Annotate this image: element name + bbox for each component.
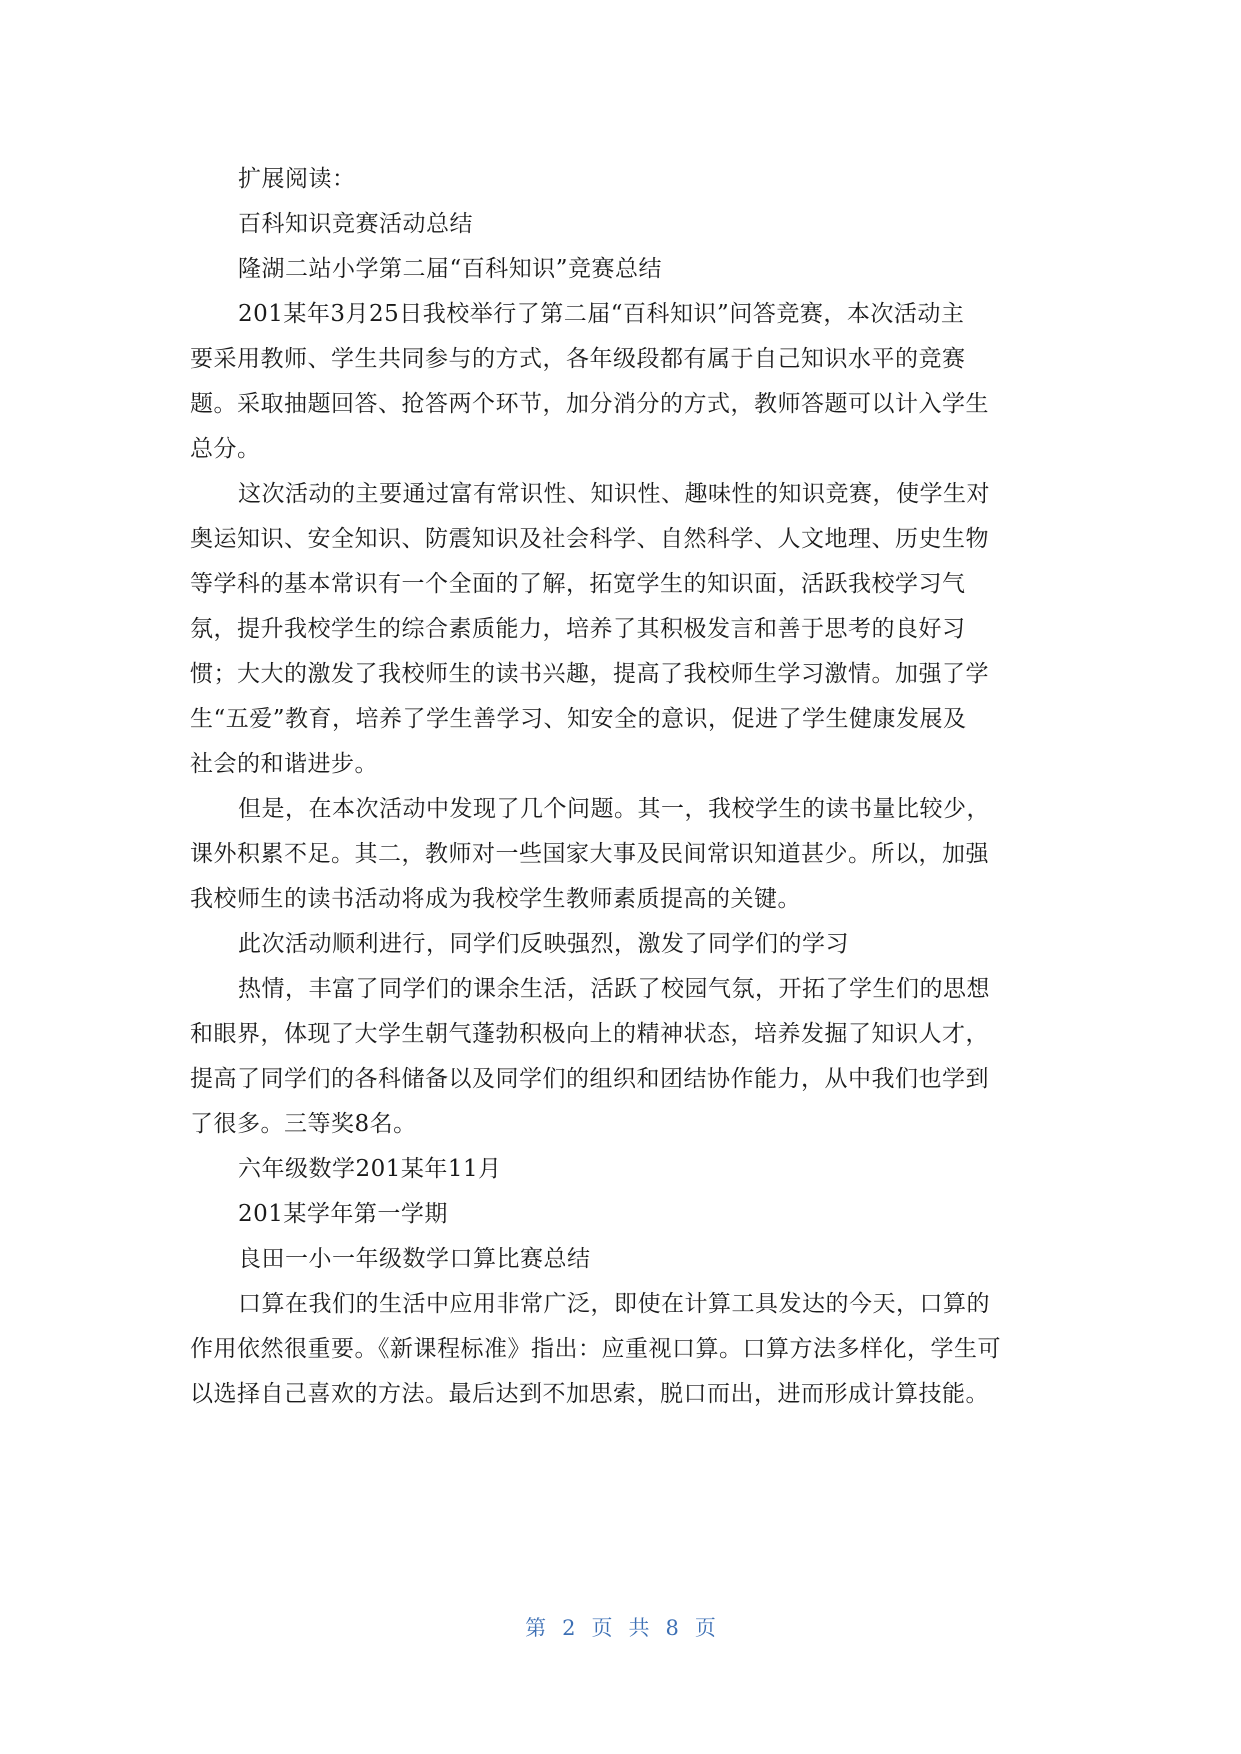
text-line: 奥运知识、安全知识、防震知识及社会科学、自然科学、人文地理、历史生物 <box>190 526 989 552</box>
footer-total-pages: 8 <box>665 1616 679 1640</box>
text-line: 良田一小一年级数学口算比赛总结 <box>238 1246 591 1272</box>
text-line: 201某年3月25日我校举行了第二届“百科知识”问答竞赛，本次活动主 <box>238 301 965 327</box>
text-line: 氛，提升我校学生的综合素质能力，培养了其积极发言和善于思考的良好习 <box>190 616 966 642</box>
text-line: 口算在我们的生活中应用非常广泛，即使在计算工具发达的今天，口算的 <box>238 1291 990 1317</box>
footer-ye: 页 <box>591 1616 613 1640</box>
text-line: 题。采取抽题回答、抢答两个环节，加分消分的方式，教师答题可以计入学生 <box>190 391 989 417</box>
text-line: 生“五爱”教育，培养了学生善学习、知安全的意识，促进了学生健康发展及 <box>190 706 967 732</box>
text-line: 隆湖二站小学第二届“百科知识”竞赛总结 <box>238 256 663 282</box>
document-body <box>190 157 1048 1417</box>
text-line: 但是，在本次活动中发现了几个问题。其一，我校学生的读书量比较少， <box>238 796 990 822</box>
text-line: 总分。 <box>190 436 261 462</box>
footer-di: 第 <box>525 1616 547 1640</box>
text-line: 热情，丰富了同学们的课余生活，活跃了校园气氛，开拓了学生们的思想 <box>238 976 990 1002</box>
text-line: 此次活动顺利进行，同学们反映强烈，激发了同学们的学习 <box>238 931 849 957</box>
text-line: 惯；大大的激发了我校师生的读书兴趣，提高了我校师生学习激情。加强了学 <box>190 661 989 687</box>
text-line: 要采用教师、学生共同参与的方式，各年级段都有属于自己知识水平的竞赛 <box>190 346 966 372</box>
text-line: 201某学年第一学期 <box>238 1201 448 1227</box>
text-line: 和眼界，体现了大学生朝气蓬勃积极向上的精神状态，培养发掘了知识人才， <box>190 1021 989 1047</box>
text-line: 提高了同学们的各科储备以及同学们的组织和团结协作能力，从中我们也学到 <box>190 1066 989 1092</box>
text-line: 以选择自己喜欢的方法。最后达到不加思索，脱口而出，进而形成计算技能。 <box>190 1381 989 1407</box>
page-footer <box>0 1612 1241 1642</box>
text-line: 百科知识竞赛活动总结 <box>238 211 473 237</box>
text-line: 等学科的基本常识有一个全面的了解，拓宽学生的知识面，活跃我校学习气 <box>190 571 966 597</box>
footer-page-number: 2 <box>562 1616 576 1640</box>
text-line: 社会的和谐进步。 <box>190 751 378 777</box>
text-line: 六年级数学201某年11月 <box>238 1156 502 1182</box>
text-line: 我校师生的读书活动将成为我校学生教师素质提高的关键。 <box>190 886 801 912</box>
footer-gong: 共 <box>628 1616 650 1640</box>
text-line: 了很多。三等奖8名。 <box>190 1111 417 1137</box>
text-line: 这次活动的主要通过富有常识性、知识性、趣味性的知识竞赛，使学生对 <box>238 481 990 507</box>
text-line: 作用依然很重要。《新课程标准》指出：应重视口算。口算方法多样化，学生可 <box>190 1336 1001 1362</box>
text-line: 课外积累不足。其二，教师对一些国家大事及民间常识知道甚少。所以，加强 <box>190 841 989 867</box>
text-line: 扩展阅读： <box>238 166 356 192</box>
footer-ye2: 页 <box>694 1616 716 1640</box>
